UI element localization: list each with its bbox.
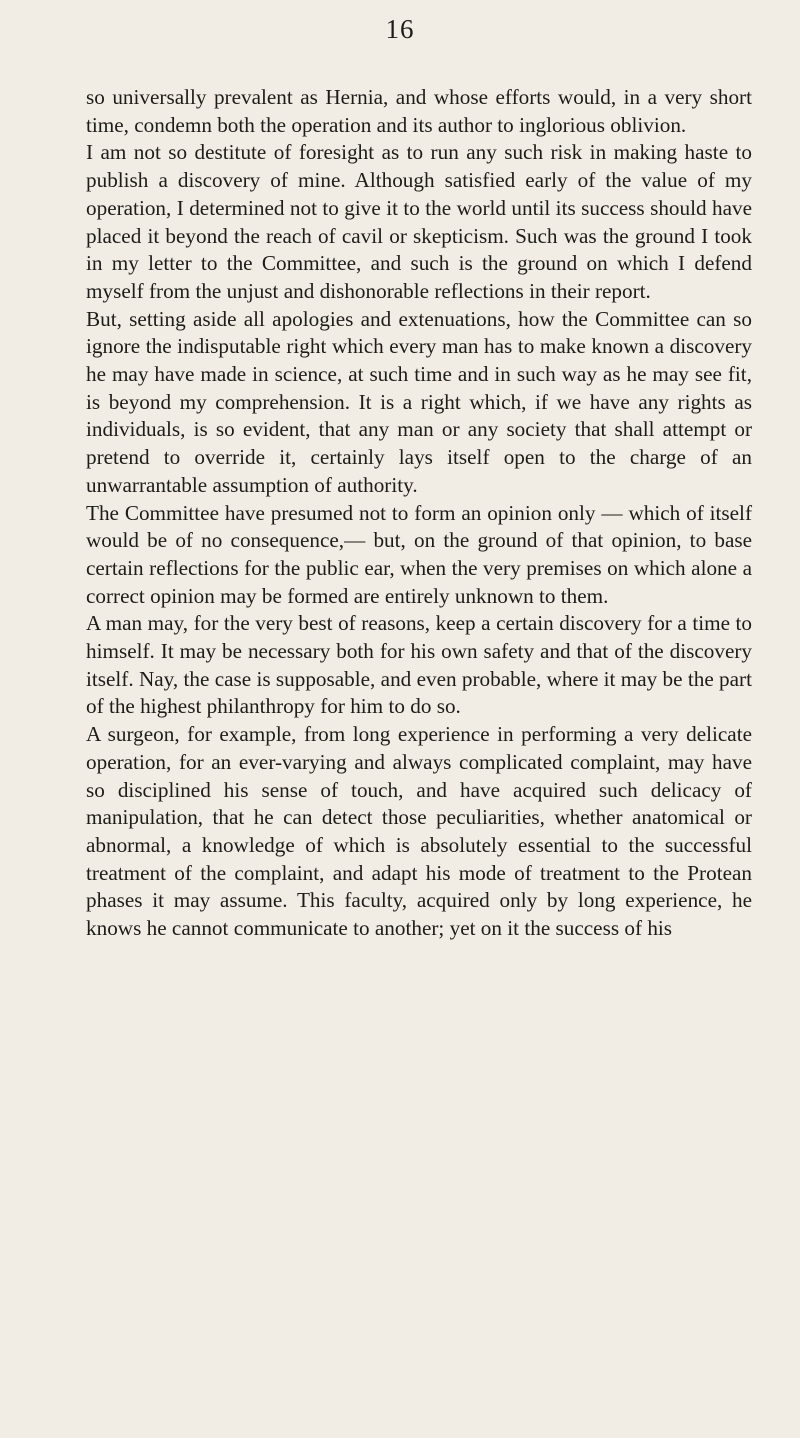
body-text bbox=[86, 84, 752, 943]
paragraph-committee-opinion: The Committee have presumed not to form an opinion only — which of itself would be of no consequence,— but, on the ground of that opinion, to base certain reflections for the public ear, when the very premises on which alone a correct opinion may be formed are entirely unknown to them. bbox=[86, 500, 752, 608]
paragraph-foresight: I am not so destitute of foresight as to run any such risk in making haste to publish a discovery of mine. Although satisfied early of the value of my operation, I determined not to give it to the world until its success should have placed it beyond the reach of cavil or skepticism. Such was the ground I took in my letter to the Committee, and such is the ground on which I defend myself from the unjust and dishonorable reflections in their report. bbox=[86, 140, 752, 303]
paragraph-keep-discovery: A man may, for the very best of reasons, keep a certain discovery for a time to himself. It may be necessary both for his own safety and that of the discovery itself. Nay, the case is supposable, and even probable, where it may be the part of the highest philanthropy for him to do so. bbox=[86, 611, 752, 719]
page-number: 16 bbox=[385, 14, 415, 44]
paragraph-surgeon-example: A surgeon, for example, from long experience in performing a very delicate operation, for an ever-varying and always complicated complaint, may have so disciplined his sense of touch, and have acquired such delicacy of manipulation, that he can detect those peculiarities, whether anatomical or abnormal, a knowledge of which is absolutely essential to the successful treatment of the complaint, and adapt his mode of treatment to the Protean phases it may assume. This faculty, acquired only by long experience, he knows he cannot communicate to another; yet on it the success of his bbox=[86, 722, 752, 941]
paragraph-continuation: so universally prevalent as Hernia, and whose efforts would, in a very short time, condemn both the operation and its author to inglorious oblivion. bbox=[86, 85, 752, 137]
paragraph-right-of-discovery: But, setting aside all apologies and extenuations, how the Committee can so ignore the indisputable right which every man has to make known a discovery he may have made in science, at such time and in such way as he may see fit, is beyond my comprehension. It is a right which, if we have any rights as individuals, is so evident, that any man or any society that shall attempt or pretend to override it, certainly lays itself open to the charge of an unwarrantable assumption of authority. bbox=[86, 306, 752, 497]
